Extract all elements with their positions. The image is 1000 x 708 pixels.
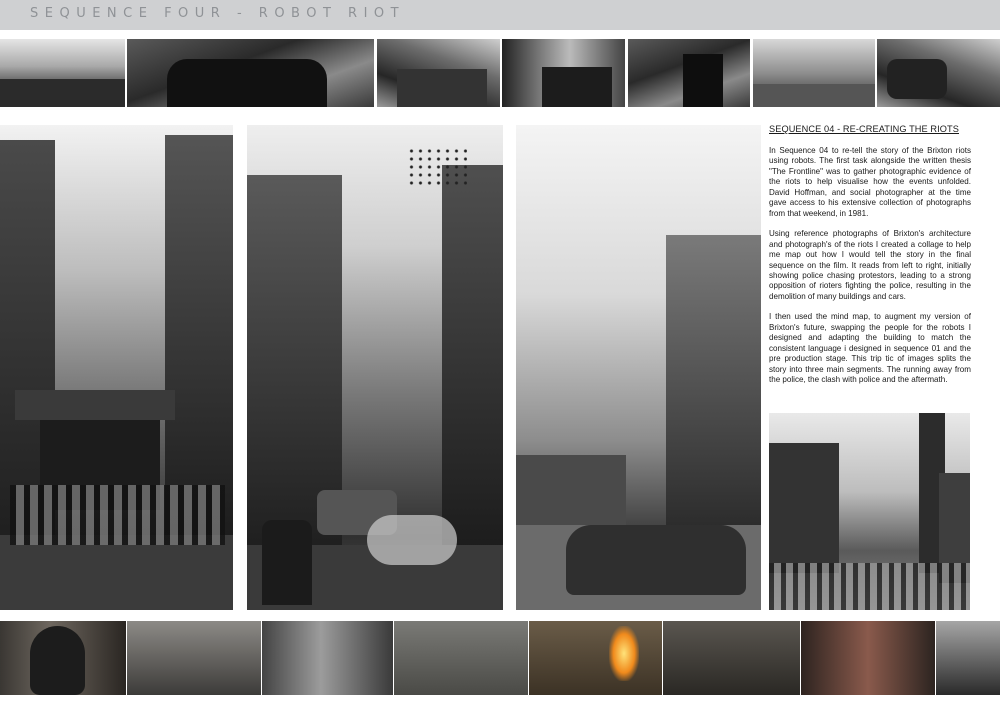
riot-photo-2 bbox=[127, 39, 374, 107]
film-still-5 bbox=[529, 621, 662, 695]
bridge bbox=[15, 390, 175, 420]
page-title: SEQUENCE FOUR - ROBOT RIOT bbox=[30, 6, 406, 21]
film-still-8 bbox=[936, 621, 1000, 695]
scaffold-building bbox=[666, 235, 761, 535]
robot-crowd bbox=[10, 485, 225, 545]
riot-photo-4 bbox=[502, 39, 625, 107]
robot-head bbox=[30, 626, 85, 695]
building-left bbox=[769, 443, 839, 573]
crowd bbox=[769, 563, 970, 610]
riot-photo-3 bbox=[377, 39, 500, 107]
paragraph-2: Using reference photographs of Brixton's architecture and photograph's of the riots I created a collage to help me map out how I would tell the story in the final sequence on the film. It reads from left to right, initially showing police chasing protestors, leading to a strong opposition of rioters fighting the police, resulting in the demolition of many buildings and cars. bbox=[769, 229, 971, 301]
robots-running-panel bbox=[0, 125, 233, 610]
burnt-car bbox=[566, 525, 746, 595]
robot-figure bbox=[262, 520, 312, 605]
paragraph-1: In Sequence 04 to re-tell the story of the Brixton riots using robots. The first task alongside the written thesis "The Frontline" was to gather photographic evidence of the riots to help visualise how the events unfolded. David Hoffman, and social photographer at the time gave access to his extensive collection of photographs from that weekend, in 1981. bbox=[769, 146, 971, 218]
riot-photo-7 bbox=[877, 39, 1000, 107]
riot-photo-5 bbox=[628, 39, 750, 107]
section-heading: SEQUENCE 04 - RE-CREATING THE RIOTS bbox=[769, 124, 959, 134]
aftermath-panel bbox=[516, 125, 761, 610]
street bbox=[0, 535, 233, 610]
riot-photo-6 bbox=[753, 39, 875, 107]
riot-photo-1 bbox=[0, 39, 125, 107]
birds bbox=[407, 147, 467, 187]
paragraph-3: I then used the mind map, to augment my version of Brixton's future, swapping the people for the robots I designed and adapting the building to match the consistent language i designed in sequence 01 and the pre production stage. This trip tic of images splits the story into three main segments. The running away from the police, the clash with police and the aftermath. bbox=[769, 312, 971, 385]
building-right bbox=[442, 165, 503, 565]
description-panel bbox=[769, 124, 971, 396]
film-still-6 bbox=[663, 621, 800, 695]
street-buildings bbox=[516, 455, 626, 535]
smoke bbox=[367, 515, 457, 565]
brixton-street-reference bbox=[769, 413, 970, 610]
film-still-3 bbox=[262, 621, 393, 695]
header-bar bbox=[0, 0, 1000, 30]
film-still-2 bbox=[127, 621, 261, 695]
film-still-4 bbox=[394, 621, 528, 695]
film-still-1 bbox=[0, 621, 126, 695]
fire bbox=[609, 626, 639, 681]
film-still-7 bbox=[801, 621, 935, 695]
robots-clash-panel bbox=[247, 125, 503, 610]
